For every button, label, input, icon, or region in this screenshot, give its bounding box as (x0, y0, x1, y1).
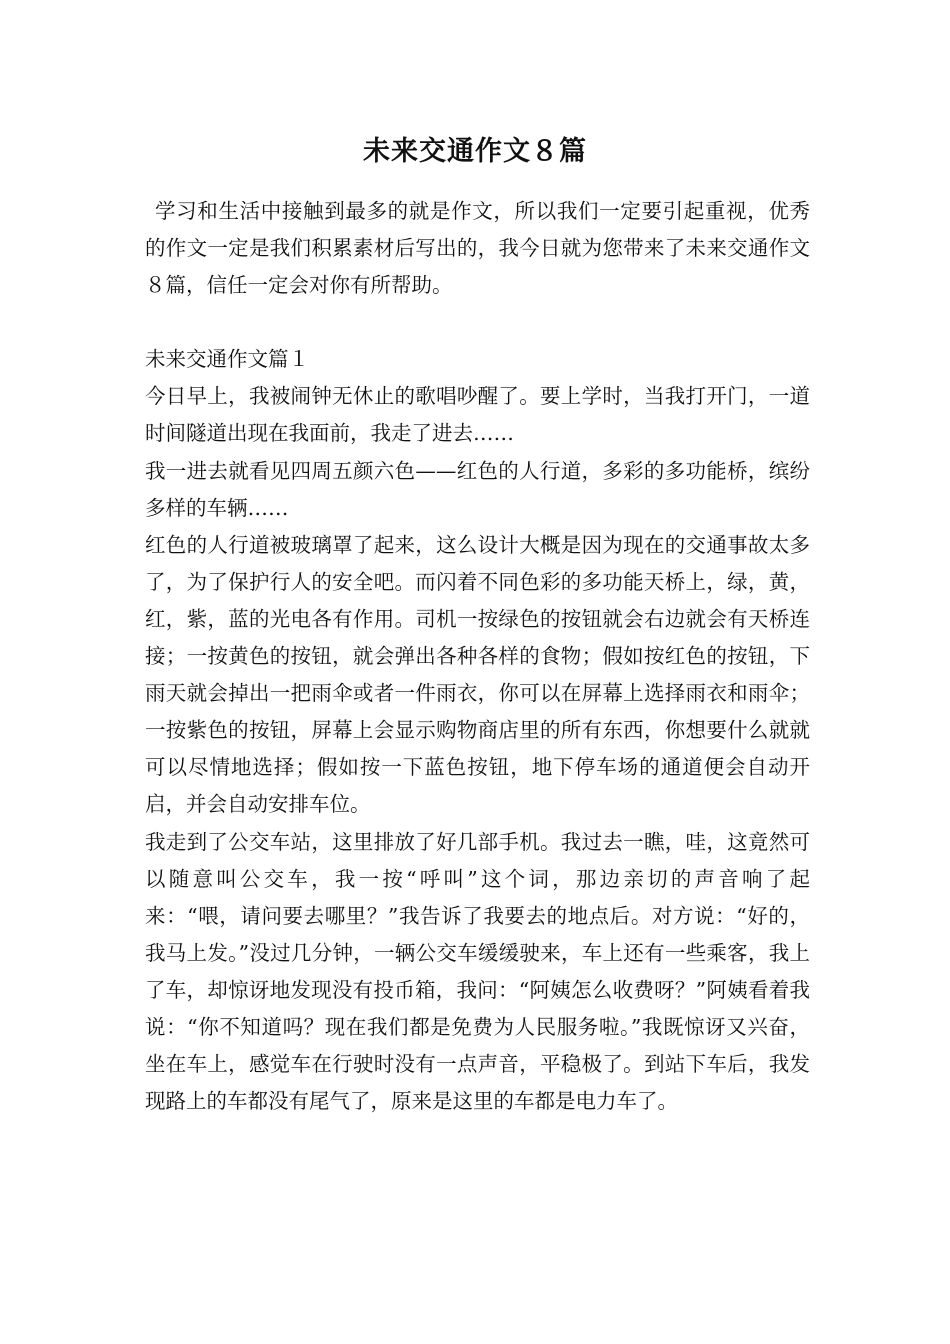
paragraph-3: 红色的人行道被玻璃罩了起来，这么设计大概是因为现在的交通事故太多了，为了保护行人的安全吧。而闪着不同色彩的多功能天桥上，绿，黄，红，紫，蓝的光电各有作用。司机一按绿色的按钮就会右边就会有天桥连接；一按黄色的按钮，就会弹出各种各样的食物；假如按红色的按钮，下雨天就会掉出一把雨伞或者一件雨衣，你可以在屏幕上选择雨衣和雨伞；一按紫色的按钮，屏幕上会显示购物商店里的所有东西，你想要什么就就可以尽情地选择；假如按一下蓝色按钮，地下停车场的通道便会自动开启，并会自动安排车位。 (145, 532, 810, 817)
paragraph-1: 今日早上，我被闹钟无休止的歌唱吵醒了。要上学时，当我打开门，一道时间隧道出现在我面前，我走了进去…… (145, 384, 810, 446)
intro-paragraph: 学习和生活中接触到最多的就是作文，所以我们一定要引起重视，优秀的作文一定是我们积累素材后写出的，我今日就为您带来了未来交通作文８篇，信任一定会对你有所帮助。 (145, 199, 810, 298)
section-heading: 未来交通作文篇１ (145, 347, 309, 372)
paragraph-4: 我走到了公交车站，这里排放了好几部手机。我过去一瞧，哇，这竟然可以随意叫公交车，我一按“呼叫”这个词，那边亲切的声音响了起来：“喂，请问要去哪里？”我告诉了我要去的地点后。对方说：“好的，我马上发。”没过几分钟，一辆公交车缓缓驶来，车上还有一些乘客，我上了车，却惊讶地发现没有投币箱，我问：“阿姨怎么收费呀？”阿姨看着我说：“你不知道吗？现在我们都是免费为人民服务啦。”我既惊讶又兴奋，坐在车上，感觉车在行驶时没有一点声音，平稳极了。到站下车后，我发现路上的车都没有尾气了，原来是这里的车都是电力车了。 (145, 829, 810, 1114)
document-title: 未来交通作文８篇 (363, 136, 587, 167)
document-body (145, 193, 810, 1120)
paragraph-2: 我一进去就看见四周五颜六色——红色的人行道，多彩的多功能桥，缤纷多样的车辆…… (145, 458, 810, 520)
paragraph-gap (145, 304, 810, 341)
